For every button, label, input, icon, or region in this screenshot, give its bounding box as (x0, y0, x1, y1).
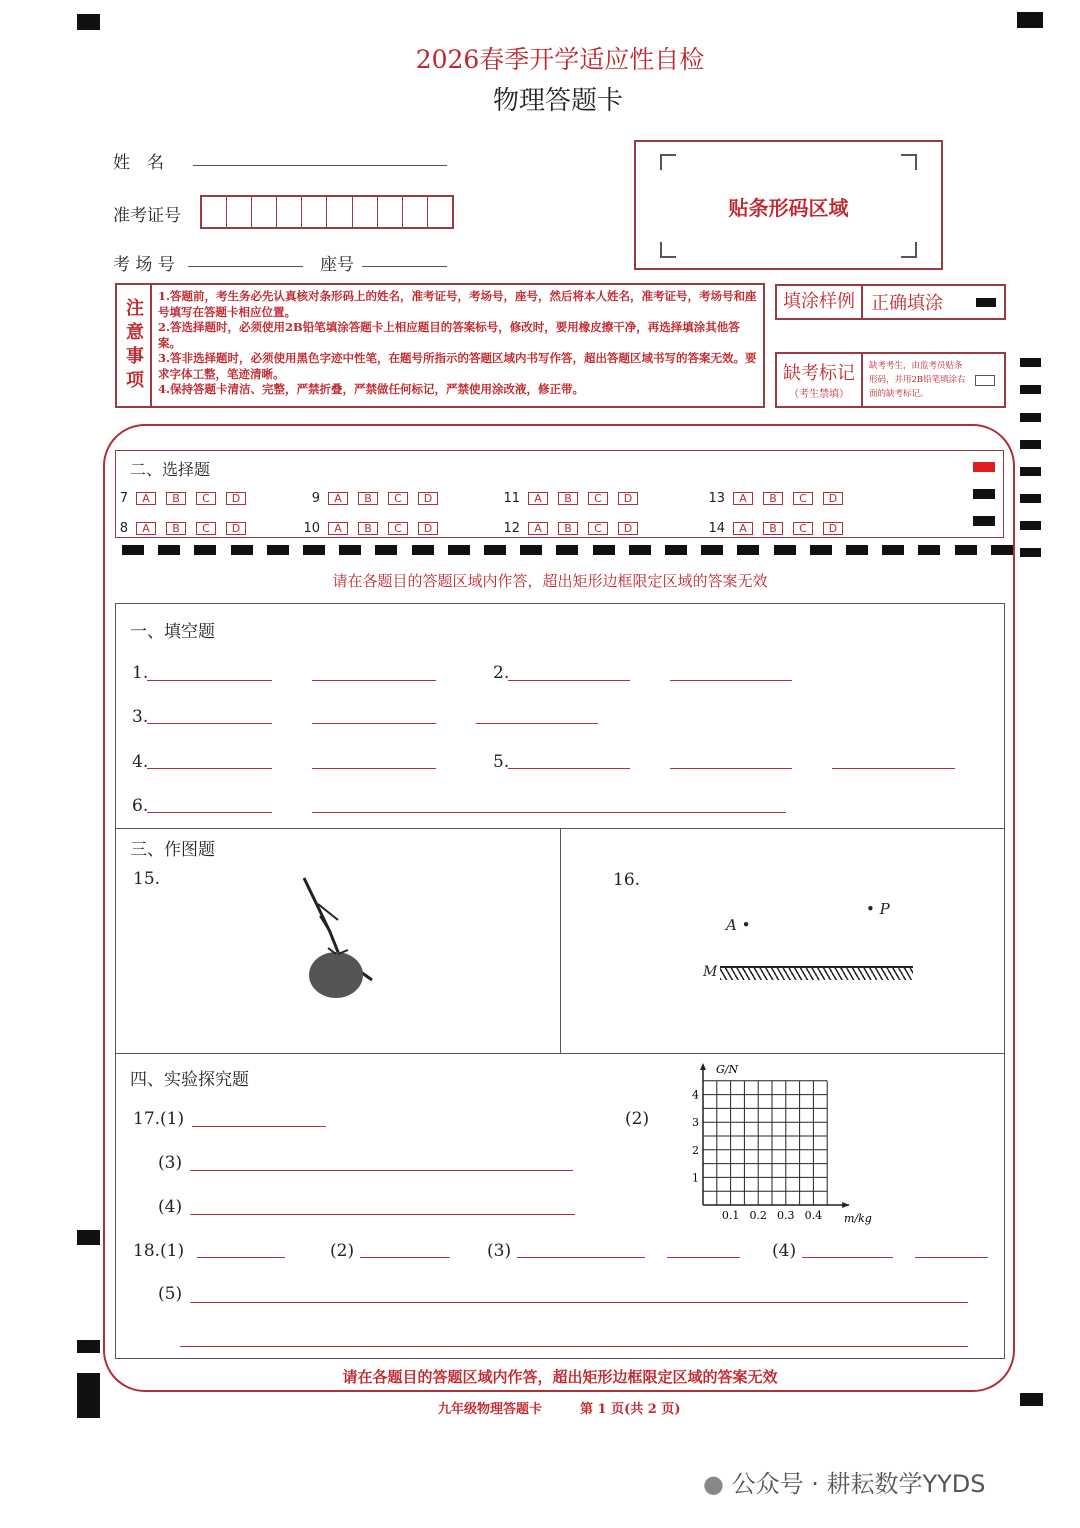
timing-dash (556, 545, 578, 555)
q4-label: 4. (132, 752, 149, 772)
y-tick-label: 1 (692, 1171, 699, 1185)
name-label: 姓 名 (113, 153, 164, 173)
timing-dash (991, 545, 1013, 555)
answer-blank[interactable] (915, 1257, 988, 1258)
answer-blank[interactable] (667, 1257, 740, 1258)
x-tick-label: 0.2 (749, 1209, 767, 1222)
id-boxes[interactable] (200, 195, 454, 229)
barcode-area (634, 140, 943, 270)
mcq-section (115, 450, 1004, 538)
x-tick-label: 0.4 (804, 1209, 823, 1222)
id-digit-box[interactable] (277, 197, 302, 227)
plane-mirror (720, 966, 913, 980)
id-digit-box[interactable] (227, 197, 252, 227)
answer-blank[interactable] (190, 1302, 968, 1303)
absent-checkbox[interactable] (975, 375, 995, 386)
timing-mark (1020, 521, 1041, 530)
part-label: (4) (158, 1197, 183, 1217)
answer-blank[interactable] (670, 680, 792, 681)
answer-blank[interactable] (508, 680, 630, 681)
answer-blank[interactable] (147, 768, 272, 769)
sheet-title: 2026春季开学适应性自检 (415, 45, 705, 74)
answer-blank[interactable] (190, 1214, 575, 1215)
timing-mark (1020, 358, 1041, 367)
timing-mark (1020, 413, 1041, 422)
y-tick-label: 3 (692, 1116, 699, 1130)
timing-dash (520, 545, 542, 555)
part-label: (1) (160, 1241, 185, 1261)
option-a-bubble[interactable]: A (528, 522, 548, 535)
drawing-title: 三、作图题 (130, 840, 215, 860)
part-label: (3) (487, 1241, 512, 1261)
name-field[interactable] (193, 165, 447, 166)
timing-dash (629, 545, 651, 555)
option-b-bubble[interactable]: B (763, 522, 783, 535)
y-axis-arrow (700, 1063, 706, 1070)
mcq-question (498, 487, 648, 506)
mcq-question (703, 517, 853, 536)
timing-dash (448, 545, 470, 555)
mcq-question (703, 487, 853, 506)
answer-blank[interactable] (670, 768, 792, 769)
id-digit-box[interactable] (302, 197, 327, 227)
option-a-bubble[interactable]: A (328, 522, 348, 535)
q3-label: 3. (132, 707, 149, 727)
question-number: 9 (311, 491, 320, 506)
option-d-bubble[interactable]: D (823, 492, 843, 505)
option-c-bubble[interactable]: C (388, 492, 408, 505)
absent-instructions: 缺考考生，由监考员贴条形码，并用2B铅笔填涂右面的缺考标记。 (869, 361, 966, 399)
q1-label: 1. (132, 663, 149, 683)
absent-sub: （考生禁填） (789, 389, 849, 400)
option-a-bubble[interactable]: A (136, 492, 156, 505)
option-c-bubble[interactable]: C (793, 522, 813, 535)
option-c-bubble[interactable]: C (588, 522, 608, 535)
mcq-title: 二、选择题 (130, 460, 211, 479)
option-b-bubble[interactable]: B (166, 492, 186, 505)
warning-bottom: 请在各题目的答题区域内作答，超出矩形边框限定区域的答案无效 (342, 1368, 778, 1386)
warning-top: 请在各题目的答题区域内作答，超出矩形边框限定区域的答案无效 (332, 572, 768, 590)
id-label: 准考证号 (113, 206, 181, 226)
timing-dash (846, 545, 868, 555)
option-b-bubble[interactable]: B (558, 492, 578, 505)
answer-blank[interactable] (197, 1257, 285, 1258)
filled-mark (976, 298, 996, 307)
id-digit-box[interactable] (403, 197, 428, 227)
y-tick-label: 2 (692, 1143, 699, 1157)
point-a-dot: • (741, 916, 751, 934)
notes-item-3: 3.答非选择题时，必须使用黑色字迹中性笔，在题号所指示的答题区域内书写作答，超出答题区域书写的答案无效。要求字体工整，笔迹清晰。 (158, 351, 757, 381)
answer-blank[interactable] (180, 1346, 968, 1347)
fill-blank-title: 一、填空题 (130, 622, 215, 642)
timing-mark (1020, 1393, 1043, 1406)
barcode-label: 贴条形码区域 (728, 196, 849, 220)
notes-item-4: 4.保持答题卡清洁、完整，严禁折叠，严禁做任何标记，严禁使用涂改液，修正带。 (158, 382, 585, 396)
option-c-bubble[interactable]: C (196, 522, 216, 535)
option-d-bubble[interactable]: D (618, 522, 638, 535)
seat-field[interactable] (362, 266, 447, 267)
question-number: 13 (708, 491, 725, 506)
id-digit-box[interactable] (378, 197, 403, 227)
timing-dash (737, 545, 759, 555)
option-b-bubble[interactable]: B (358, 522, 378, 535)
option-c-bubble[interactable]: C (196, 492, 216, 505)
y-axis-label: G/N (716, 1063, 739, 1076)
option-a-bubble[interactable]: A (528, 492, 548, 505)
id-digit-box[interactable] (202, 197, 227, 227)
y-tick-label: 4 (692, 1088, 699, 1102)
part-label: (5) (158, 1284, 183, 1304)
q17-label: 17. (133, 1109, 161, 1129)
footer-page-number: 第 1 页(共 2 页) (580, 1402, 681, 1417)
answer-blank[interactable] (312, 680, 436, 681)
red-timing-mark (973, 462, 995, 472)
timing-dash (194, 545, 216, 555)
q15-label: 15. (133, 869, 161, 889)
timing-mark (77, 14, 100, 30)
question-number: 11 (503, 491, 520, 506)
seat-label: 座号 (320, 255, 354, 275)
answer-blank[interactable] (832, 768, 955, 769)
mcq-question (106, 517, 256, 536)
option-d-bubble[interactable]: D (418, 522, 438, 535)
part-label: (1) (160, 1109, 185, 1129)
answer-blank[interactable] (312, 768, 436, 769)
wechat-icon: ● (703, 1470, 724, 1498)
option-b-bubble[interactable]: B (763, 492, 783, 505)
id-digit-box[interactable] (327, 197, 352, 227)
id-digit-box[interactable] (353, 197, 378, 227)
option-b-bubble[interactable]: B (558, 522, 578, 535)
option-c-bubble[interactable]: C (388, 522, 408, 535)
timing-mark (77, 1340, 100, 1353)
id-digit-box[interactable] (428, 197, 452, 227)
q5-label: 5. (493, 752, 510, 772)
question-number: 8 (119, 521, 128, 536)
timing-mark (1020, 494, 1041, 503)
answer-blank[interactable] (312, 812, 786, 813)
answer-blank[interactable] (476, 723, 598, 724)
answer-blank[interactable] (192, 1126, 326, 1127)
answer-blank[interactable] (802, 1257, 893, 1258)
question-number: 7 (119, 491, 128, 506)
option-b-bubble[interactable]: B (166, 522, 186, 535)
question-number: 12 (503, 521, 520, 536)
timing-dash (882, 545, 904, 555)
apple-branch-figure (290, 872, 390, 1002)
part-label: (2) (625, 1109, 650, 1129)
answer-blank[interactable] (190, 1170, 573, 1171)
mcq-question (106, 487, 256, 506)
option-b-bubble[interactable]: B (358, 492, 378, 505)
answer-blank[interactable] (147, 680, 272, 681)
answer-blank[interactable] (147, 812, 272, 813)
option-a-bubble[interactable]: A (328, 492, 348, 505)
notes-item-2: 2.答选择题时，必须使用2B铅笔填涂答题卡上相应题目的答案标号，修改时，要用橡皮擦干净，再选择填涂其他答案。 (158, 320, 740, 350)
timing-mark (77, 1230, 100, 1245)
option-d-bubble[interactable]: D (226, 492, 246, 505)
answer-blank[interactable] (517, 1257, 645, 1258)
footer-sheet-name: 九年级物理答题卡 (438, 1402, 543, 1417)
correct-fill-label: 正确填涂 (871, 293, 943, 314)
option-d-bubble[interactable]: D (618, 492, 638, 505)
option-a-bubble[interactable]: A (136, 522, 156, 535)
main-answer-box (115, 603, 1005, 1359)
absent-mark-box (775, 352, 1006, 408)
absent-label: 缺考标记 (783, 363, 855, 384)
fill-sample (775, 284, 1006, 320)
timing-mark (1020, 385, 1041, 394)
timing-dash (122, 545, 144, 555)
mcq-question (298, 517, 448, 536)
timing-mark (1020, 440, 1041, 449)
timing-dash (701, 545, 723, 555)
notes-box (115, 283, 765, 408)
timing-dash (231, 545, 253, 555)
timing-dash (339, 545, 361, 555)
timing-dash (267, 545, 289, 555)
option-c-bubble[interactable]: C (793, 492, 813, 505)
option-a-bubble[interactable]: A (733, 492, 753, 505)
room-field[interactable] (188, 266, 303, 267)
timing-dash (593, 545, 615, 555)
q6-label: 6. (132, 796, 149, 816)
answer-blank[interactable] (147, 723, 272, 724)
point-p-dot: • (866, 900, 875, 918)
timing-dash (375, 545, 397, 555)
answer-blank[interactable] (360, 1257, 450, 1258)
part-label: (4) (772, 1241, 797, 1261)
mirror-label: M (703, 964, 718, 980)
timing-mark (1020, 548, 1041, 557)
watermark: 公众号 · 耕耘数学YYDS (731, 1470, 986, 1498)
timing-dash (158, 545, 180, 555)
g-m-graph (690, 1060, 890, 1230)
fill-sample-label: 填涂样例 (777, 286, 863, 318)
option-d-bubble[interactable]: D (226, 522, 246, 535)
q16-label: 16. (613, 870, 641, 890)
mcq-question (298, 487, 448, 506)
mcq-question (498, 517, 648, 536)
x-tick-label: 0.3 (777, 1209, 795, 1222)
notes-item-1: 1.答题前，考生务必先认真核对条形码上的姓名，准考证号，考场号，座号，然后将本人姓名，准考证号，考场号和座号填写在答题卡相应位置。 (158, 289, 757, 319)
timing-dash (810, 545, 832, 555)
part-label: (3) (158, 1153, 183, 1173)
timing-dash (303, 545, 325, 555)
answer-blank[interactable] (312, 723, 436, 724)
answer-blank[interactable] (508, 768, 630, 769)
q2-label: 2. (493, 663, 510, 683)
notes-heading: 注意事项 (117, 285, 152, 406)
option-a-bubble[interactable]: A (733, 522, 753, 535)
timing-dash (412, 545, 434, 555)
timing-mark (973, 516, 995, 526)
timing-dash (955, 545, 977, 555)
option-c-bubble[interactable]: C (588, 492, 608, 505)
timing-mark (1020, 467, 1041, 476)
timing-dash (774, 545, 796, 555)
q18-label: 18. (133, 1241, 161, 1261)
x-axis-arrow (842, 1202, 849, 1208)
timing-dash (484, 545, 506, 555)
point-p-label: P (879, 900, 890, 918)
id-digit-box[interactable] (252, 197, 277, 227)
experiment-title: 四、实验探究题 (130, 1070, 249, 1090)
part-label: (2) (330, 1241, 355, 1261)
timing-dash (918, 545, 940, 555)
room-label: 考 场 号 (113, 255, 175, 275)
x-axis-label: m/kg (844, 1212, 872, 1225)
option-d-bubble[interactable]: D (418, 492, 438, 505)
point-a-label: A (726, 916, 737, 934)
timing-mark (973, 489, 995, 499)
x-tick-label: 0.1 (721, 1209, 740, 1222)
question-number: 14 (708, 521, 725, 536)
option-d-bubble[interactable]: D (823, 522, 843, 535)
timing-mark (1017, 12, 1043, 28)
sheet-subtitle: 物理答题卡 (492, 86, 623, 116)
question-number: 10 (303, 521, 320, 536)
timing-dash (665, 545, 687, 555)
